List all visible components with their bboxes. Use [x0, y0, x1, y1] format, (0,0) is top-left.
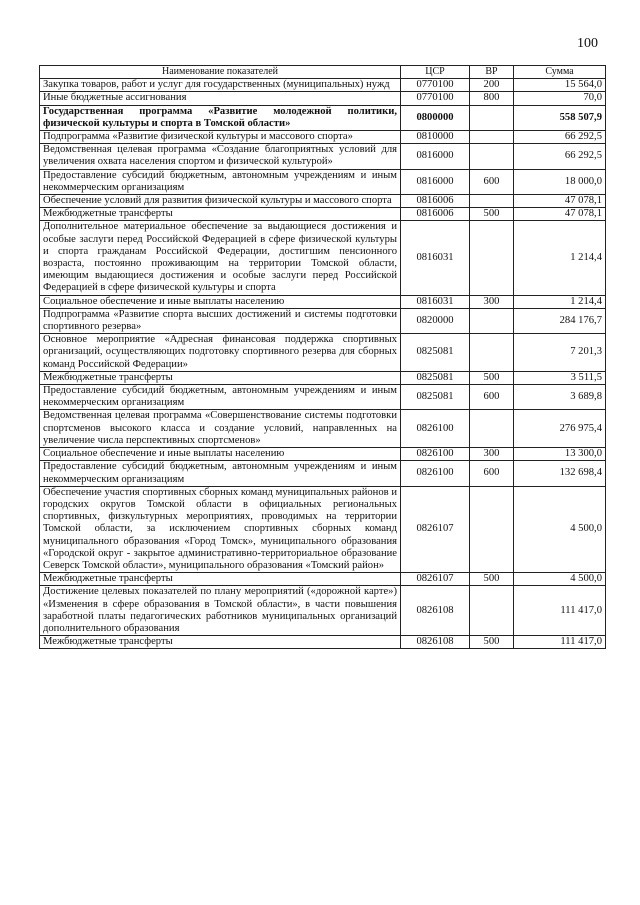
- row-vr-cell: 600: [470, 385, 514, 410]
- table-row: [40, 208, 606, 221]
- row-name-cell: Подпрограмма «Развитие физической культуры и массового спорта»: [40, 131, 401, 144]
- table-header-row: [40, 66, 606, 79]
- row-sum-cell: 1 214,4: [514, 221, 606, 295]
- row-csr-cell: 0820000: [401, 308, 470, 333]
- row-sum-cell: 111 417,0: [514, 636, 606, 649]
- table-row: [40, 105, 606, 130]
- row-name-cell: Социальное обеспечение и иные выплаты населению: [40, 448, 401, 461]
- table-row: [40, 221, 606, 295]
- table-row: [40, 385, 606, 410]
- row-sum-cell: 132 698,4: [514, 461, 606, 486]
- table-row: [40, 195, 606, 208]
- row-sum-cell: 66 292,5: [514, 144, 606, 169]
- row-vr-cell: 600: [470, 461, 514, 486]
- table-row: [40, 461, 606, 486]
- row-vr-cell: 600: [470, 169, 514, 194]
- table-row: [40, 308, 606, 333]
- row-vr-cell: [470, 131, 514, 144]
- row-csr-cell: 0770100: [401, 92, 470, 105]
- table-row: [40, 371, 606, 384]
- header-csr: ЦСР: [401, 66, 470, 79]
- table-row: [40, 636, 606, 649]
- row-csr-cell: 0816031: [401, 221, 470, 295]
- table-row: [40, 448, 606, 461]
- row-vr-cell: 800: [470, 92, 514, 105]
- row-sum-cell: 3 511,5: [514, 371, 606, 384]
- row-sum-cell: 15 564,0: [514, 79, 606, 92]
- row-name-cell: Иные бюджетные ассигнования: [40, 92, 401, 105]
- row-name-cell: Межбюджетные трансферты: [40, 371, 401, 384]
- row-sum-cell: 47 078,1: [514, 208, 606, 221]
- row-name-cell: Предоставление субсидий бюджетным, автономным учреждениям и иным некоммерческим организациям: [40, 461, 401, 486]
- row-vr-cell: [470, 195, 514, 208]
- row-vr-cell: [470, 221, 514, 295]
- row-sum-cell: 3 689,8: [514, 385, 606, 410]
- table-row: [40, 131, 606, 144]
- row-csr-cell: 0816031: [401, 295, 470, 308]
- row-sum-cell: 7 201,3: [514, 334, 606, 372]
- row-csr-cell: 0816000: [401, 144, 470, 169]
- row-sum-cell: 70,0: [514, 92, 606, 105]
- row-csr-cell: 0825081: [401, 371, 470, 384]
- row-csr-cell: 0816000: [401, 169, 470, 194]
- header-sum: Сумма: [514, 66, 606, 79]
- row-sum-cell: 284 176,7: [514, 308, 606, 333]
- row-vr-cell: [470, 144, 514, 169]
- row-sum-cell: 18 000,0: [514, 169, 606, 194]
- row-vr-cell: 300: [470, 295, 514, 308]
- page-number: 100: [577, 36, 598, 51]
- budget-table: [39, 65, 606, 649]
- row-name-cell: Достижение целевых показателей по плану мероприятий («дорожной карте») «Изменения в сфере образования в Томской области», в части повышения заработной платы педагогических работников муниципальных организаций дополнительного образования: [40, 586, 401, 636]
- table-row: [40, 586, 606, 636]
- row-csr-cell: 0826108: [401, 586, 470, 636]
- row-csr-cell: 0816006: [401, 195, 470, 208]
- row-name-cell: Обеспечение участия спортивных сборных команд муниципальных районов и городских округов Томской области в официальных региональных спортивных, физкультурных мероприятиях, проводимых на территории Томской области, за исключением спортивных сборных команд муниципального образования «Город Томск», муниципального образования «Городской округ - закрытое административно-территориальное образование Северск Томской области», муниципального образования «Томский район»: [40, 486, 401, 572]
- row-vr-cell: 500: [470, 371, 514, 384]
- row-sum-cell: 4 500,0: [514, 486, 606, 572]
- row-csr-cell: 0826100: [401, 461, 470, 486]
- header-vr: ВР: [470, 66, 514, 79]
- row-csr-cell: 0826107: [401, 486, 470, 572]
- row-vr-cell: 500: [470, 573, 514, 586]
- row-name-cell: Предоставление субсидий бюджетным, автономным учреждениям и иным некоммерческим организациям: [40, 385, 401, 410]
- row-name-cell: Дополнительное материальное обеспечение за выдающиеся достижения и особые заслуги перед Российской Федерацией в сфере физической культуры и спорта гражданам Российской Федерации, достигшим пенсионного возраста, постоянно проживающим на территории Томской области, имеющим выдающиеся достижения и особые заслуги перед Российской Федерацией в сфере физической культуры и спорта: [40, 221, 401, 295]
- row-name-cell: Основное мероприятие «Адресная финансовая поддержка спортивных организаций, осуществляющих подготовку спортивного резерва для сборных команд Российской Федерации»: [40, 334, 401, 372]
- row-vr-cell: [470, 486, 514, 572]
- row-csr-cell: 0826100: [401, 448, 470, 461]
- row-csr-cell: 0800000: [401, 105, 470, 130]
- table-row: [40, 573, 606, 586]
- header-name: Наименование показателей: [40, 66, 401, 79]
- row-vr-cell: [470, 105, 514, 130]
- row-sum-cell: 66 292,5: [514, 131, 606, 144]
- row-name-cell: Ведомственная целевая программа «Совершенствование системы подготовки спортсменов высокого класса и создание условий, направленных на увеличение числа перспективных спортсменов»: [40, 410, 401, 448]
- row-name-cell: Межбюджетные трансферты: [40, 573, 401, 586]
- row-vr-cell: 500: [470, 636, 514, 649]
- row-csr-cell: 0826107: [401, 573, 470, 586]
- row-sum-cell: 47 078,1: [514, 195, 606, 208]
- table-row: [40, 334, 606, 372]
- row-csr-cell: 0826108: [401, 636, 470, 649]
- row-name-cell: Закупка товаров, работ и услуг для государственных (муниципальных) нужд: [40, 79, 401, 92]
- row-vr-cell: 200: [470, 79, 514, 92]
- row-csr-cell: 0826100: [401, 410, 470, 448]
- row-csr-cell: 0825081: [401, 385, 470, 410]
- row-sum-cell: 4 500,0: [514, 573, 606, 586]
- row-sum-cell: 276 975,4: [514, 410, 606, 448]
- row-name-cell: Подпрограмма «Развитие спорта высших достижений и системы подготовки спортивного резерва»: [40, 308, 401, 333]
- row-sum-cell: 558 507,9: [514, 105, 606, 130]
- table-row: [40, 92, 606, 105]
- table-row: [40, 295, 606, 308]
- row-sum-cell: 13 300,0: [514, 448, 606, 461]
- row-vr-cell: [470, 334, 514, 372]
- row-name-cell: Государственная программа «Развитие молодежной политики, физической культуры и спорта в Томской области»: [40, 105, 401, 130]
- table-row: [40, 79, 606, 92]
- row-sum-cell: 111 417,0: [514, 586, 606, 636]
- table-row: [40, 144, 606, 169]
- row-name-cell: Обеспечение условий для развития физической культуры и массового спорта: [40, 195, 401, 208]
- row-vr-cell: [470, 410, 514, 448]
- row-vr-cell: 500: [470, 208, 514, 221]
- row-csr-cell: 0825081: [401, 334, 470, 372]
- row-name-cell: Межбюджетные трансферты: [40, 636, 401, 649]
- row-csr-cell: 0816006: [401, 208, 470, 221]
- table-row: [40, 410, 606, 448]
- row-name-cell: Межбюджетные трансферты: [40, 208, 401, 221]
- row-vr-cell: [470, 308, 514, 333]
- row-sum-cell: 1 214,4: [514, 295, 606, 308]
- row-vr-cell: 300: [470, 448, 514, 461]
- table-row: [40, 486, 606, 572]
- row-name-cell: Ведомственная целевая программа «Создание благоприятных условий для увеличения охвата населения спортом и физической культурой»: [40, 144, 401, 169]
- row-name-cell: Предоставление субсидий бюджетным, автономным учреждениям и иным некоммерческим организациям: [40, 169, 401, 194]
- row-csr-cell: 0810000: [401, 131, 470, 144]
- table-body: [40, 79, 606, 649]
- row-csr-cell: 0770100: [401, 79, 470, 92]
- row-vr-cell: [470, 586, 514, 636]
- table-row: [40, 169, 606, 194]
- row-name-cell: Социальное обеспечение и иные выплаты населению: [40, 295, 401, 308]
